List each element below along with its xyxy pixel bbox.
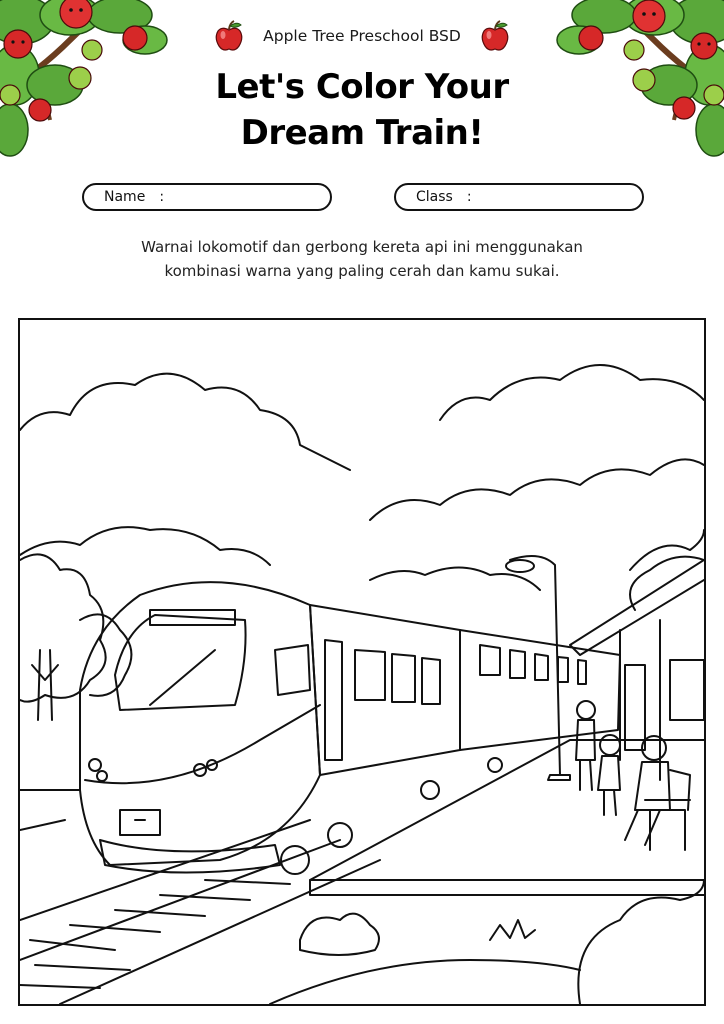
locomotive-stripe (85, 705, 320, 783)
tree-trunk (32, 650, 58, 720)
person-body (598, 756, 620, 815)
apple-icon (480, 20, 510, 52)
apple-icon (214, 20, 244, 52)
school-header (0, 20, 724, 52)
bushes-bottom (578, 880, 704, 1004)
person-body (625, 762, 670, 845)
school-name: Apple Tree Preschool BSD (263, 27, 461, 45)
instructions-line-1: Warnai lokomotif dan gerbong kereta api ini menggunakan (141, 238, 583, 256)
headlight (97, 771, 107, 781)
name-label: Name (104, 189, 146, 205)
page-title (0, 64, 724, 156)
instructions-line-2: kombinasi warna yang paling cerah dan kamu sukai. (164, 262, 560, 280)
wheel (421, 781, 439, 799)
tree-outline (20, 554, 106, 701)
bushes-bottom (490, 920, 535, 940)
class-field[interactable] (394, 183, 644, 211)
person-body (576, 720, 595, 790)
title-line-2: Dream Train! (240, 113, 484, 153)
cloud-outline (370, 459, 704, 520)
coupler (120, 810, 160, 835)
tree-outline (630, 530, 704, 570)
wheel (488, 758, 502, 772)
windshield-wiper (150, 650, 215, 705)
locomotive-windshield (115, 615, 246, 710)
train-coloring-illustration (20, 320, 704, 1004)
person-head (577, 701, 595, 719)
ground-line (20, 790, 80, 830)
name-field[interactable] (82, 183, 332, 211)
platform (310, 880, 704, 895)
ground-line (270, 960, 580, 1004)
title-line-1: Let's Color Your (215, 67, 509, 107)
bushes-bottom (300, 914, 379, 955)
rail (20, 840, 380, 1004)
track-sleepers (20, 880, 290, 988)
cloud-outline (20, 527, 270, 565)
locomotive-skirt (100, 840, 280, 873)
locomotive-side-window (275, 645, 310, 695)
cloud-outline (440, 365, 704, 420)
carriage-windows (480, 645, 586, 684)
lamp-head (506, 560, 534, 572)
class-separator: : (466, 189, 472, 205)
station-door (625, 665, 645, 750)
coloring-frame (18, 318, 706, 1006)
carriage-windows (325, 640, 440, 760)
bench (645, 770, 690, 850)
instructions (60, 235, 664, 283)
wheel (328, 823, 352, 847)
cloud-outline (20, 374, 350, 470)
station-roof (570, 560, 704, 655)
class-label: Class (416, 189, 453, 205)
headlight (89, 759, 101, 771)
name-separator: : (159, 189, 165, 205)
train-carriage (460, 630, 620, 750)
person-head (600, 735, 620, 755)
